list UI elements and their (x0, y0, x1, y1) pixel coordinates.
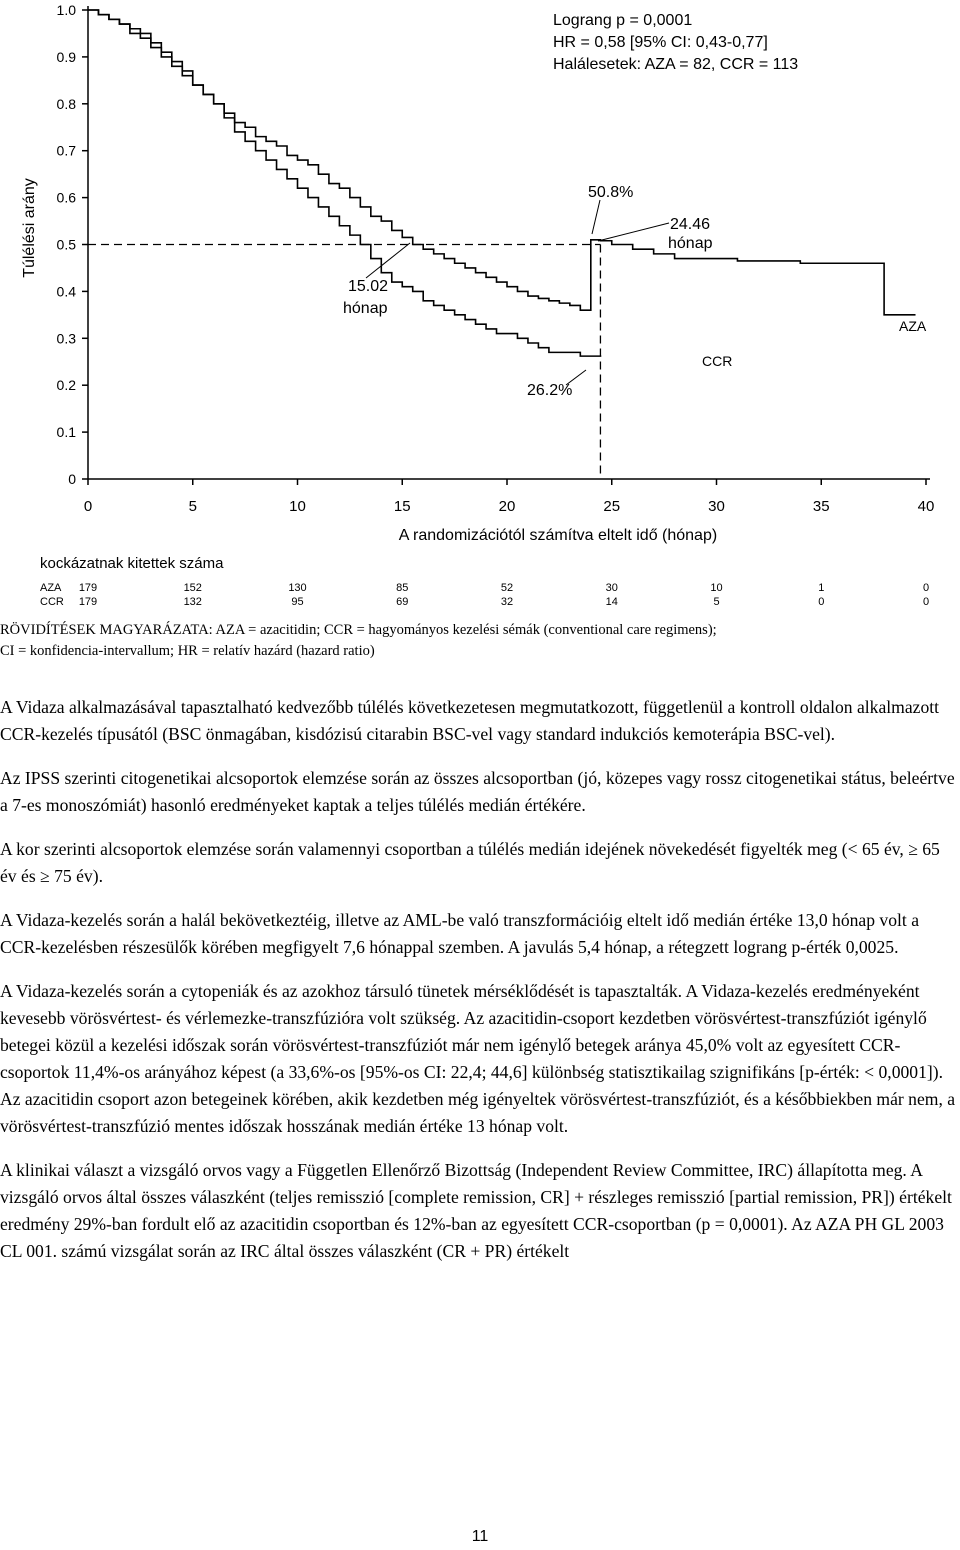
y-tick-label: 0.8 (56, 95, 76, 112)
y-tick-label: 0.6 (56, 189, 76, 206)
paragraph: A Vidaza-kezelés során a halál bekövetkeztéig, illetve az AML-be való transzformációig eltelt idő medián értéke 13,0 hónap volt a CCR-kezelésben részesülők körében megfigyelt 7,6 hónappal szemben. A javulás 5,4 hónap, a rétegzett lograng p-érték 0,0025. (0, 910, 920, 957)
y-tick-label: 0 (68, 471, 76, 487)
paragraph: A Vidaza alkalmazásával tapasztalható kedvezőbb túlélés következetesen megmutatkozott, függetlenül a kontroll oldalon alkalmazott CCR-kezelés típusától (BSC önmagában, kisdózisú citarabin BSC-vel vagy standard indukciós kemoterápia BSC-vel). (0, 697, 940, 744)
x-tick-label: 15 (393, 498, 411, 515)
at-risk-value: 14 (605, 596, 618, 608)
annotation-ccr-2yr: 26.2% (527, 382, 573, 399)
annotation-aza-2yr: 50.8% (588, 184, 634, 201)
at-risk-value: 0 (818, 596, 825, 608)
x-tick-label: 0 (83, 498, 93, 515)
annotation-ccr-2yr-leader (566, 370, 586, 385)
at-risk-value: 5 (713, 596, 720, 608)
axes-layer (57, 2, 935, 515)
paragraph: Az IPSS szerinti citogenetikai alcsoportok elemzése során az összes alcsoportban (jó, közepes vagy rossz citogenetikai státus, beleértve a 7-es monoszómiát) hasonló eredményeket kaptak a teljes túlélés medián értékére. (0, 768, 955, 815)
at-risk-value: 132 (183, 596, 202, 608)
x-tick-label: 35 (812, 498, 830, 515)
at-risk-value: 95 (291, 596, 304, 608)
at-risk-value: 30 (605, 582, 618, 594)
paragraph: A kor szerinti alcsoportok elemzése során valamennyi csoportban a túlélés medián idejének növekedését figyelték meg (< 65 év, ≥ 65 év és ≥ 75 év). (0, 839, 940, 886)
y-tick-label: 1.0 (56, 2, 76, 18)
series-label-ccr: CCR (702, 353, 733, 369)
at-risk-row-label: AZA (40, 582, 62, 594)
y-tick-label: 0.9 (56, 48, 76, 65)
x-axis-label: A randomizációtól számítva eltelt idő (hónap) (398, 527, 718, 544)
y-tick-label: 0.2 (56, 377, 76, 394)
x-tick-label: 10 (289, 498, 306, 515)
annotation-aza-median: 24.46 (670, 216, 711, 233)
abbreviations-line-1: RÖVIDÍTÉSEK MAGYARÁZATA: AZA = azacitidin; CCR = hagyományos kezelési sémák (conventional care regimens); (0, 622, 717, 638)
annotation-ccr-median: 15.02 (348, 278, 389, 295)
annotation-aza-median-leader (598, 223, 669, 241)
annotation-ccr-median-unit: hónap (343, 300, 388, 317)
y-tick-label: 0.4 (56, 283, 76, 300)
annotation-aza-2yr-leader (592, 200, 600, 234)
at-risk-value: 52 (500, 582, 514, 594)
paragraph: A klinikai választ a vizsgáló orvos vagy a Független Ellenőrző Bizottság (Independent Review Committee, IRC) állapította meg. A vizsgáló orvos által összes válaszként (teljes remisszió [complete remission, CR] + részleges remisszió [partial remission, PR]) értékelt eredmény 29%-ban fordult elő az azacitidin csoportban és 12%-ban az egyesített CCR-csoportban (p = 0,0001). Az AZA PH GL 2003 CL 001. számú vizsgálat során az IRC által összes válaszként (CR + PR) értékelt (0, 1160, 952, 1261)
at-risk-value: 1 (818, 582, 825, 594)
y-tick-label: 0.5 (56, 236, 76, 253)
x-tick-label: 30 (708, 498, 725, 515)
at-risk-value: 130 (288, 582, 307, 594)
stats-hr: HR = 0,58 [95% CI: 0,43-0,77] (553, 34, 768, 51)
x-tick-label: 20 (498, 498, 516, 515)
stats-logrank: Lograng p = 0,0001 (553, 12, 693, 29)
at-risk-value: 69 (396, 596, 409, 608)
at-risk-title: kockázatnak kitettek száma (40, 555, 224, 572)
at-risk-row-label: CCR (40, 596, 64, 608)
at-risk-value: 179 (78, 582, 98, 594)
at-risk-value: 152 (183, 582, 202, 594)
abbreviations-line-2: CI = konfidencia-intervallum; HR = relatív hazárd (hazard ratio) (0, 643, 375, 659)
page-number: 11 (471, 1528, 489, 1545)
y-tick-label: 0.3 (56, 330, 76, 347)
body-text (0, 694, 960, 1282)
at-risk-value: 32 (500, 596, 514, 608)
at-risk-value: 10 (710, 582, 723, 594)
series-layer (88, 10, 916, 479)
y-tick-label: 0.1 (56, 424, 76, 441)
annotation-aza-median-unit: hónap (668, 235, 713, 252)
at-risk-table (40, 582, 929, 608)
series-label-aza: AZA (899, 318, 927, 334)
at-risk-value: 0 (922, 596, 930, 608)
at-risk-value: 179 (78, 596, 98, 608)
paragraph: A Vidaza-kezelés során a cytopeniák és az azokhoz társuló tünetek mérséklődését is tapasztalták. A Vidaza-kezelés eredményeként kevesebb vörösvértest- és vérlemezke-transzfúzióra volt szükség. Az azacitidin-csoport kezdetben vörösvértest-transzfúziót igénylő betegei közül a kezelési időszak során vörösvértest-transzfúziót már nem igénylő betegek aránya 45,0% volt az egyesített CCR-csoportok 11,4%-os arányához képest (a 33,6%-os [95%-os CI: 22,4; 44,6] különbség statisztikailag szignifikáns [p-érték: < 0,0001]). Az azacitidin csoport azon betegeinek körében, akik kezdetben még igényeltek vörösvértest-transzfúziót, és a későbbiekben már nem, a vörösvértest-transzfúzió mentes időszak hosszának medián értéke 13 hónap volt. (0, 981, 956, 1136)
at-risk-value: 85 (396, 582, 409, 594)
km-survival-chart (0, 0, 960, 612)
abbreviations (0, 620, 960, 662)
y-axis-label: Túlélési arány (21, 178, 38, 278)
x-tick-label: 25 (603, 498, 621, 515)
y-tick-label: 0.7 (56, 142, 76, 159)
x-tick-label: 5 (188, 498, 197, 515)
at-risk-value: 0 (922, 582, 930, 594)
stats-deaths: Halálesetek: AZA = 82, CCR = 113 (553, 56, 799, 73)
x-tick-label: 40 (917, 498, 935, 515)
